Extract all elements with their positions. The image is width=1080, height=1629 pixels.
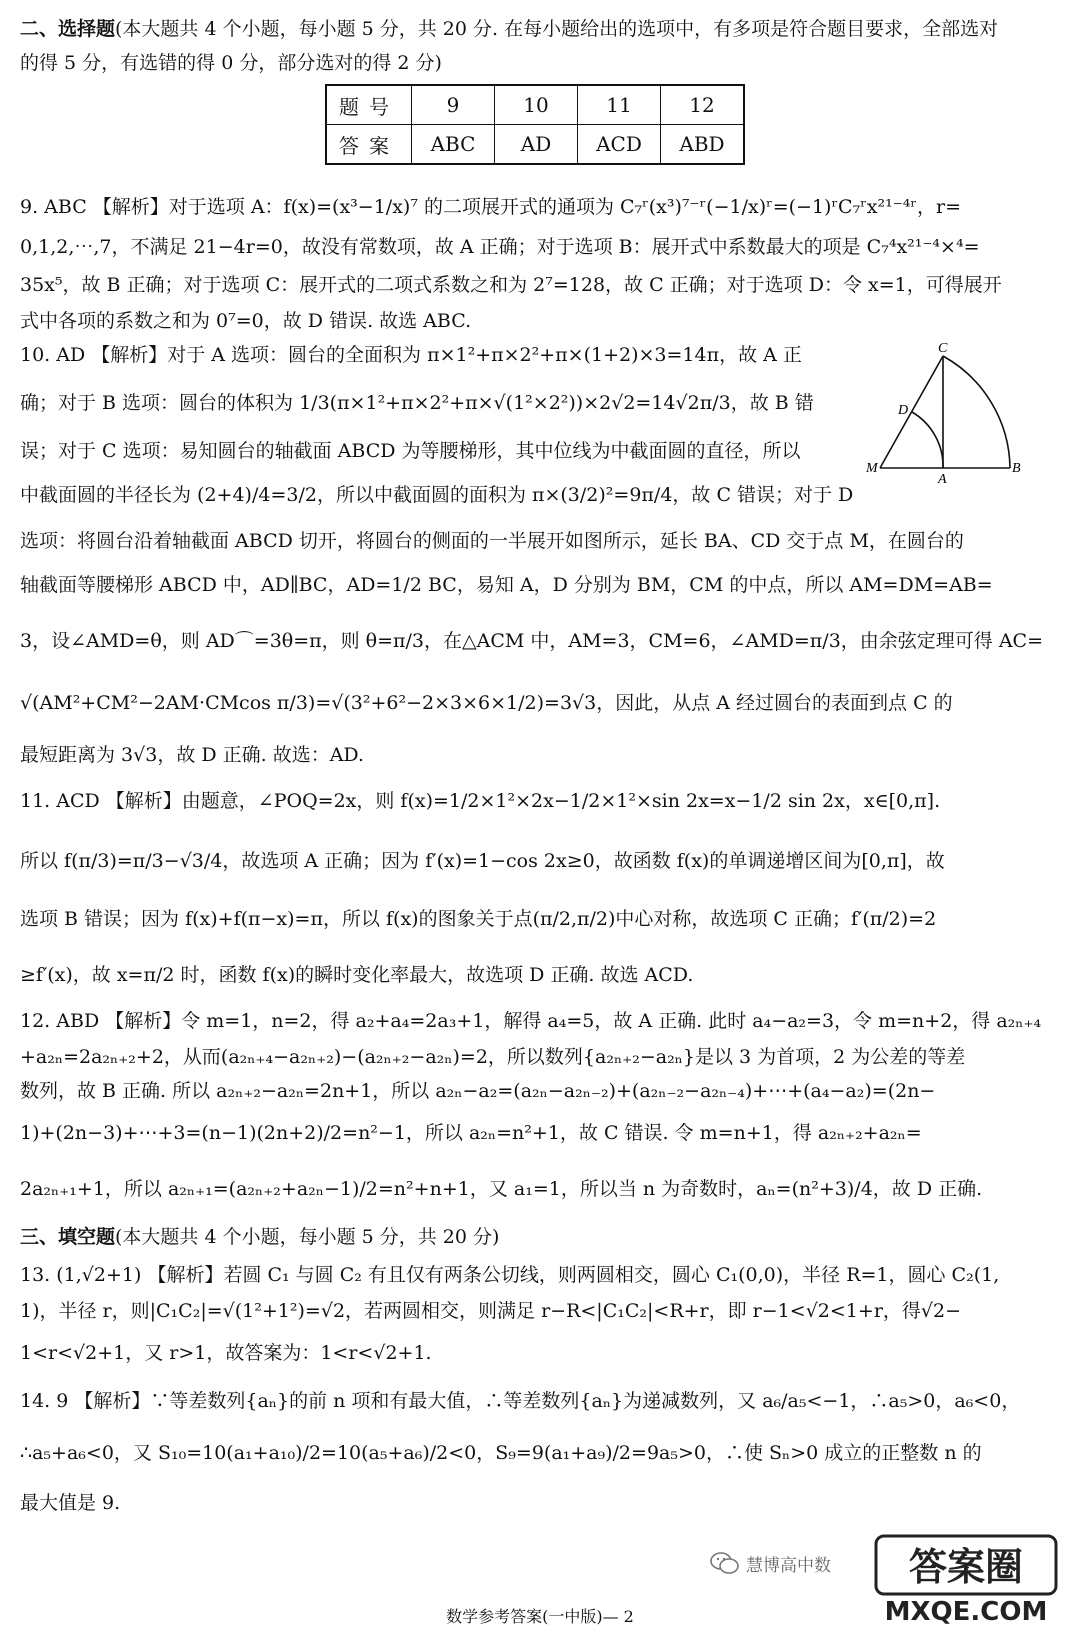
answer-table-row-answers (326, 125, 744, 165)
q10-line-4: 中截面圆的半径长为 (2+4)/4=3/2，所以中截面圆的面积为 π×(3/2)²=9π/4，故 C 错误；对于 D (20, 484, 854, 506)
label-c: C (938, 341, 948, 356)
label-a: A (938, 472, 947, 487)
q11-line-1: 11. ACD 【解析】由题意，∠POQ=2x，则 f(x)=1/2×1²×2x−1/2×1²×sin 2x=x−1/2 sin 2x，x∈[0,π]. (20, 790, 941, 812)
answer-table-row-numbers (326, 85, 744, 125)
answer-table-answer-10: AD (495, 125, 578, 165)
q9-line-2: 0,1,2,⋯,7，不满足 21−4r=0，故没有常数项，故 A 正确；对于选项 B：展开式中系数最大的项是 C₇⁴x²¹⁻⁴×⁴= (20, 236, 980, 258)
answer-table-label-answer: 答案 (326, 125, 412, 165)
q13-line-1: 13. (1,√2+1) 【解析】若圆 C₁ 与圆 C₂ 有且仅有两条公切线，则两圆相交，圆心 C₁(0,0)，半径 R=1，圆心 C₂(1, (20, 1264, 1000, 1286)
q12-line-4: 1)+(2n−3)+⋯+3=(n−1)(2n+2)/2=n²−1，所以 a₂ₙ=n²+1，故 C 错误. 令 m=n+1，得 a₂ₙ₊₂+a₂ₙ= (20, 1122, 922, 1144)
answer-table-label-number: 题号 (326, 85, 412, 125)
section-3-title: 三、填空题 (20, 1226, 116, 1248)
answer-table-number-9: 9 (412, 85, 495, 125)
q14-line-1: 14. 9 【解析】∵等差数列{aₙ}的前 n 项和有最大值，∴等差数列{aₙ}为递减数列，又 a₆/a₅<−1，∴a₅>0，a₆<0， (20, 1390, 1021, 1412)
q9-line-1: 9. ABC 【解析】对于选项 A：f(x)=(x³−1/x)⁷ 的二项展开式的通项为 C₇ʳ(x³)⁷⁻ʳ(−1/x)ʳ=(−1)ʳC₇ʳx²¹⁻⁴ʳ，r= (20, 196, 962, 218)
label-m: M (866, 461, 878, 476)
arc-da (912, 412, 943, 468)
section-2-title: 二、选择题 (20, 18, 116, 40)
page (20, 0, 1060, 1629)
q9-line-3: 35x⁵，故 B 正确；对于选项 C：展开式的二项式系数之和为 2⁷=128，故 C 正确；对于选项 D：令 x=1，可得展开 (20, 274, 1002, 296)
q10-line-7: 3，设∠AMD=θ，则 AD⌒=3θ=π，则 θ=π/3，在△ACM 中，AM=3，CM=6，∠AMD=π/3，由余弦定理可得 AC= (20, 630, 1043, 652)
q10-line-6: 轴截面等腰梯形 ABCD 中，AD∥BC，AD=1/2 BC，易知 A，D 分别为 BM，CM 的中点，所以 AM=DM=AB= (20, 574, 993, 596)
q10-line-3: 误；对于 C 选项：易知圆台的轴截面 ABCD 为等腰梯形，其中位线为中截面圆的直径，所以 (20, 440, 801, 462)
watermark (710, 1533, 831, 1593)
answer-table-number-12: 12 (661, 85, 745, 125)
answer-table-number-11: 11 (578, 85, 661, 125)
answer-table (325, 84, 745, 165)
section-3-desc: (本大题共 4 个小题，每小题 5 分，共 20 分) (115, 1226, 500, 1248)
q9-line-4: 式中各项的系数之和为 0⁷=0，故 D 错误. 故选 ABC. (20, 310, 472, 332)
logo-top-text: 答案圈 (908, 1545, 1024, 1589)
label-d: D (898, 403, 909, 418)
q12-line-2: +a₂ₙ=2a₂ₙ₊₂+2，从而(a₂ₙ₊₄−a₂ₙ₊₂)−(a₂ₙ₊₂−a₂ₙ)=2，所以数列{a₂ₙ₊₂−a₂ₙ}是以 3 为首项，2 为公差的等差 (20, 1046, 966, 1068)
arc-cb (943, 356, 1010, 468)
q10-line-5: 选项：将圆台沿着轴截面 ABCD 切开，将圆台的侧面的一半展开如图所示，延长 BA、CD 交于点 M，在圆台的 (20, 530, 964, 552)
q12-line-1: 12. ABD 【解析】令 m=1，n=2，得 a₂+a₄=2a₃+1，解得 a₄=5，故 A 正确. 此时 a₄−a₂=3，令 m=n+2，得 a₂ₙ₊₄ (20, 1010, 1042, 1032)
watermark-text: 慧博高中数 (746, 1555, 831, 1576)
q13-line-2: 1)，半径 r，则|C₁C₂|=√(1²+1²)=√2，若两圆相交，则满足 r−R<|C₁C₂|<R+r，即 r−1<√2<1+r，得√2− (20, 1300, 962, 1322)
section-3-header (20, 1226, 499, 1249)
answer-table-answer-9: ABC (412, 125, 495, 165)
page-footer: 数学参考答案(一中版)— 2 (446, 1607, 634, 1626)
q14-line-2: ∴a₅+a₆<0，又 S₁₀=10(a₁+a₁₀)/2=10(a₅+a₆)/2<0，S₉=9(a₁+a₉)/2=9a₅>0，∴使 Sₙ>0 成立的正整数 n 的 (20, 1442, 982, 1464)
q10-line-2: 确；对于 B 选项：圆台的体积为 1/3(π×1²+π×2²+π×√(1²×2²))×2√2=14√2π/3，故 B 错 (20, 392, 814, 414)
logo-bottom-text: MXQE.COM (884, 1597, 1048, 1626)
q10-line-1: 10. AD 【解析】对于 A 选项：圆台的全面积为 π×1²+π×2²+π×(1+2)×3=14π，故 A 正 (20, 344, 802, 366)
label-b: B (1012, 461, 1021, 476)
q12-line-3: 数列，故 B 正确. 所以 a₂ₙ₊₂−a₂ₙ=2n+1，所以 a₂ₙ−a₂=(a₂ₙ−a₂ₙ₋₂)+(a₂ₙ₋₂−a₂ₙ₋₄)+⋯+(a₄−a₂)=(2n− (20, 1080, 936, 1102)
q11-line-2: 所以 f(π/3)=π/3−√3/4，故选项 A 正确；因为 f′(x)=1−cos 2x≥0，故函数 f(x)的单调递增区间为[0,π]，故 (20, 850, 945, 872)
sector-diagram (860, 338, 1060, 498)
q14-line-3: 最大值是 9. (20, 1492, 121, 1514)
q11-line-4: ≥f′(x)，故 x=π/2 时，函数 f(x)的瞬时变化率最大，故选项 D 正确. 故选 ACD. (20, 964, 694, 986)
wechat-icon (710, 1550, 740, 1576)
q10-line-8: √(AM²+CM²−2AM·CMcos π/3)=√(3²+6²−2×3×6×1/2)=3√3，因此，从点 A 经过圆台的表面到点 C 的 (20, 692, 953, 714)
answer-table-answer-11: ACD (578, 125, 661, 165)
q12-line-5: 2a₂ₙ₊₁+1，所以 a₂ₙ₊₁=(a₂ₙ₊₂+a₂ₙ−1)/2=n²+n+1，又 a₁=1，所以当 n 为奇数时，aₙ=(n²+3)/4，故 D 正确. (20, 1178, 983, 1200)
line-mc (880, 356, 943, 468)
section-2-desc-line-2: 的得 5 分，有选错的得 0 分，部分选对的得 2 分) (20, 52, 442, 74)
section-2-header (20, 18, 998, 41)
q10-line-9: 最短距离为 3√3，故 D 正确. 故选：AD. (20, 744, 365, 766)
section-2-desc-line-1: (本大题共 4 个小题，每小题 5 分，共 20 分. 在每小题给出的选项中，有多项是符合题目要求，全部选对 (115, 18, 999, 40)
answer-table-answer-12: ABD (661, 125, 745, 165)
answer-table-number-10: 10 (495, 85, 578, 125)
q11-line-3: 选项 B 错误；因为 f(x)+f(π−x)=π，所以 f(x)的图象关于点(π/2,π/2)中心对称，故选项 C 正确；f′(π/2)=2 (20, 908, 937, 930)
q13-line-3: 1<r<√2+1，又 r>1，故答案为：1<r<√2+1. (20, 1342, 432, 1364)
